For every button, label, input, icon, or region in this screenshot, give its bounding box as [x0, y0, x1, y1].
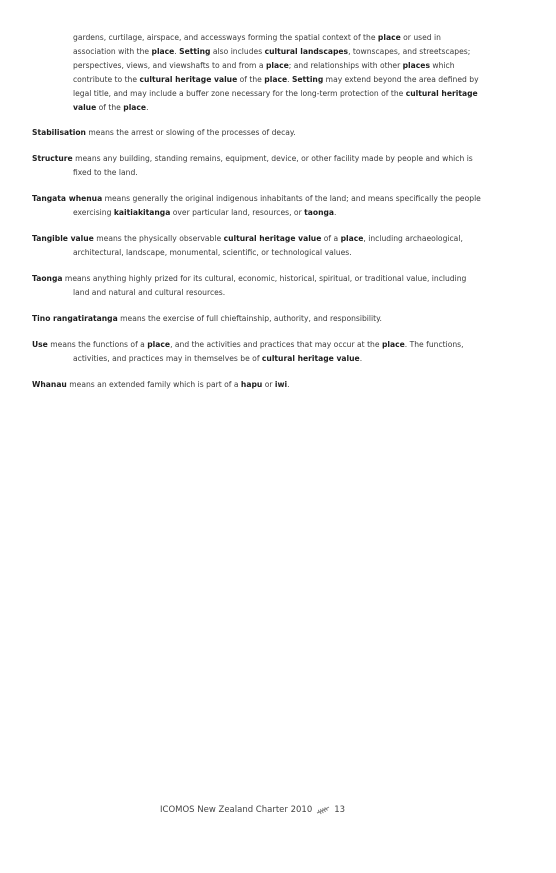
defined-term: places — [402, 61, 430, 70]
defined-term: place — [340, 234, 364, 243]
defined-term: place — [377, 33, 401, 42]
definition-text: means the physically observable — [93, 234, 224, 243]
defined-term: Tangata whenua — [32, 194, 103, 203]
defined-term: Taonga — [32, 274, 63, 283]
defined-term: Use — [32, 340, 48, 349]
defined-term: place — [123, 103, 147, 112]
glossary-entry — [32, 378, 484, 392]
definition-text: means the functions of a — [47, 340, 148, 349]
definition-text: means any building, standing remains, equipment, device, or other facility made by people and which is fixed to the land. — [72, 154, 473, 177]
glossary-entry — [32, 192, 484, 220]
definition-text: , including archaeological, architectural, landscape, monumental, scientific, or technological values. — [73, 234, 463, 257]
defined-term: cultural heritage value — [223, 234, 322, 243]
defined-term: iwi — [274, 380, 288, 389]
defined-term: Setting — [179, 47, 211, 56]
defined-term: Structure — [32, 154, 73, 163]
definition-text: means anything highly prized for its cultural, economic, historical, spiritual, or traditional value, including land and natural and cultural resources. — [62, 274, 467, 297]
definition-text: . — [287, 380, 290, 389]
definition-text: means generally the original indigenous inhabitants of the land; and means specifically the people exercising — [73, 194, 481, 217]
glossary-entry — [32, 126, 484, 140]
defined-term: hapu — [240, 380, 263, 389]
defined-term: cultural heritage value — [261, 354, 360, 363]
glossary-entry — [32, 338, 484, 366]
definition-text: ; and relationships with other — [288, 61, 403, 70]
defined-term: taonga — [304, 208, 335, 217]
definition-text: means an extended family which is part of a — [66, 380, 241, 389]
definition-text: or used in association with the — [73, 33, 441, 56]
definition-text: of a — [321, 234, 341, 243]
defined-term: Setting — [291, 75, 324, 84]
definition-text: , and the activities and practices that may occur at the — [170, 340, 382, 349]
glossary-entry — [32, 312, 484, 326]
page-footer — [160, 805, 400, 815]
page-number: 13 — [334, 805, 346, 815]
glossary-entry — [32, 152, 484, 180]
definition-text: . The functions, activities, and practices may in themselves be of — [73, 340, 464, 363]
definition-text: of the — [96, 103, 124, 112]
definition-text: , townscapes, and streetscapes; perspectives, views, and viewshafts to and from a — [73, 47, 471, 70]
definition-text: may extend beyond the area defined by legal title, and may include a buffer zone necessary for the long-term protection of the — [73, 75, 479, 98]
defined-term: Tino rangatiratanga — [32, 314, 118, 323]
definition-text: means the exercise of full chieftainship, authority, and responsibility. — [117, 314, 382, 323]
definition-text: . — [146, 103, 149, 112]
glossary-entries — [32, 126, 484, 404]
defined-term: cultural landscapes — [264, 47, 349, 56]
definition-text: . — [334, 208, 337, 217]
defined-term: place — [381, 340, 405, 349]
defined-term: Stabilisation — [32, 128, 86, 137]
footer-title: ICOMOS New Zealand Charter 2010 — [160, 805, 313, 815]
definition-text: means the arrest or slowing of the processes of decay. — [85, 128, 296, 137]
definition-text: or — [262, 380, 275, 389]
definition-text: of the — [237, 75, 265, 84]
defined-term: kaitiakitanga — [113, 208, 171, 217]
glossary-entry — [32, 232, 484, 260]
definition-text: gardens, curtilage, airspace, and accessways forming the spatial context of the — [73, 33, 378, 42]
defined-term: place — [265, 61, 289, 70]
defined-term: cultural heritage value — [139, 75, 238, 84]
definition-text: . — [359, 354, 363, 363]
defined-term: place — [264, 75, 288, 84]
defined-term: Tangible value — [32, 234, 94, 243]
defined-term: place — [147, 340, 171, 349]
definition-text: . — [287, 75, 292, 84]
definition-text: which contribute to the — [73, 61, 455, 84]
definition-text: also includes — [210, 47, 265, 56]
defined-term: place — [151, 47, 175, 56]
glossary-entry — [32, 272, 484, 300]
definition-text: over particular land, resources, or — [170, 208, 305, 217]
defined-term: cultural heritage value — [73, 89, 478, 112]
defined-term: Whanau — [32, 380, 67, 389]
setting-definition-continuation — [73, 31, 485, 115]
definition-text: . — [174, 47, 180, 56]
fern-leaf-icon — [316, 805, 330, 815]
